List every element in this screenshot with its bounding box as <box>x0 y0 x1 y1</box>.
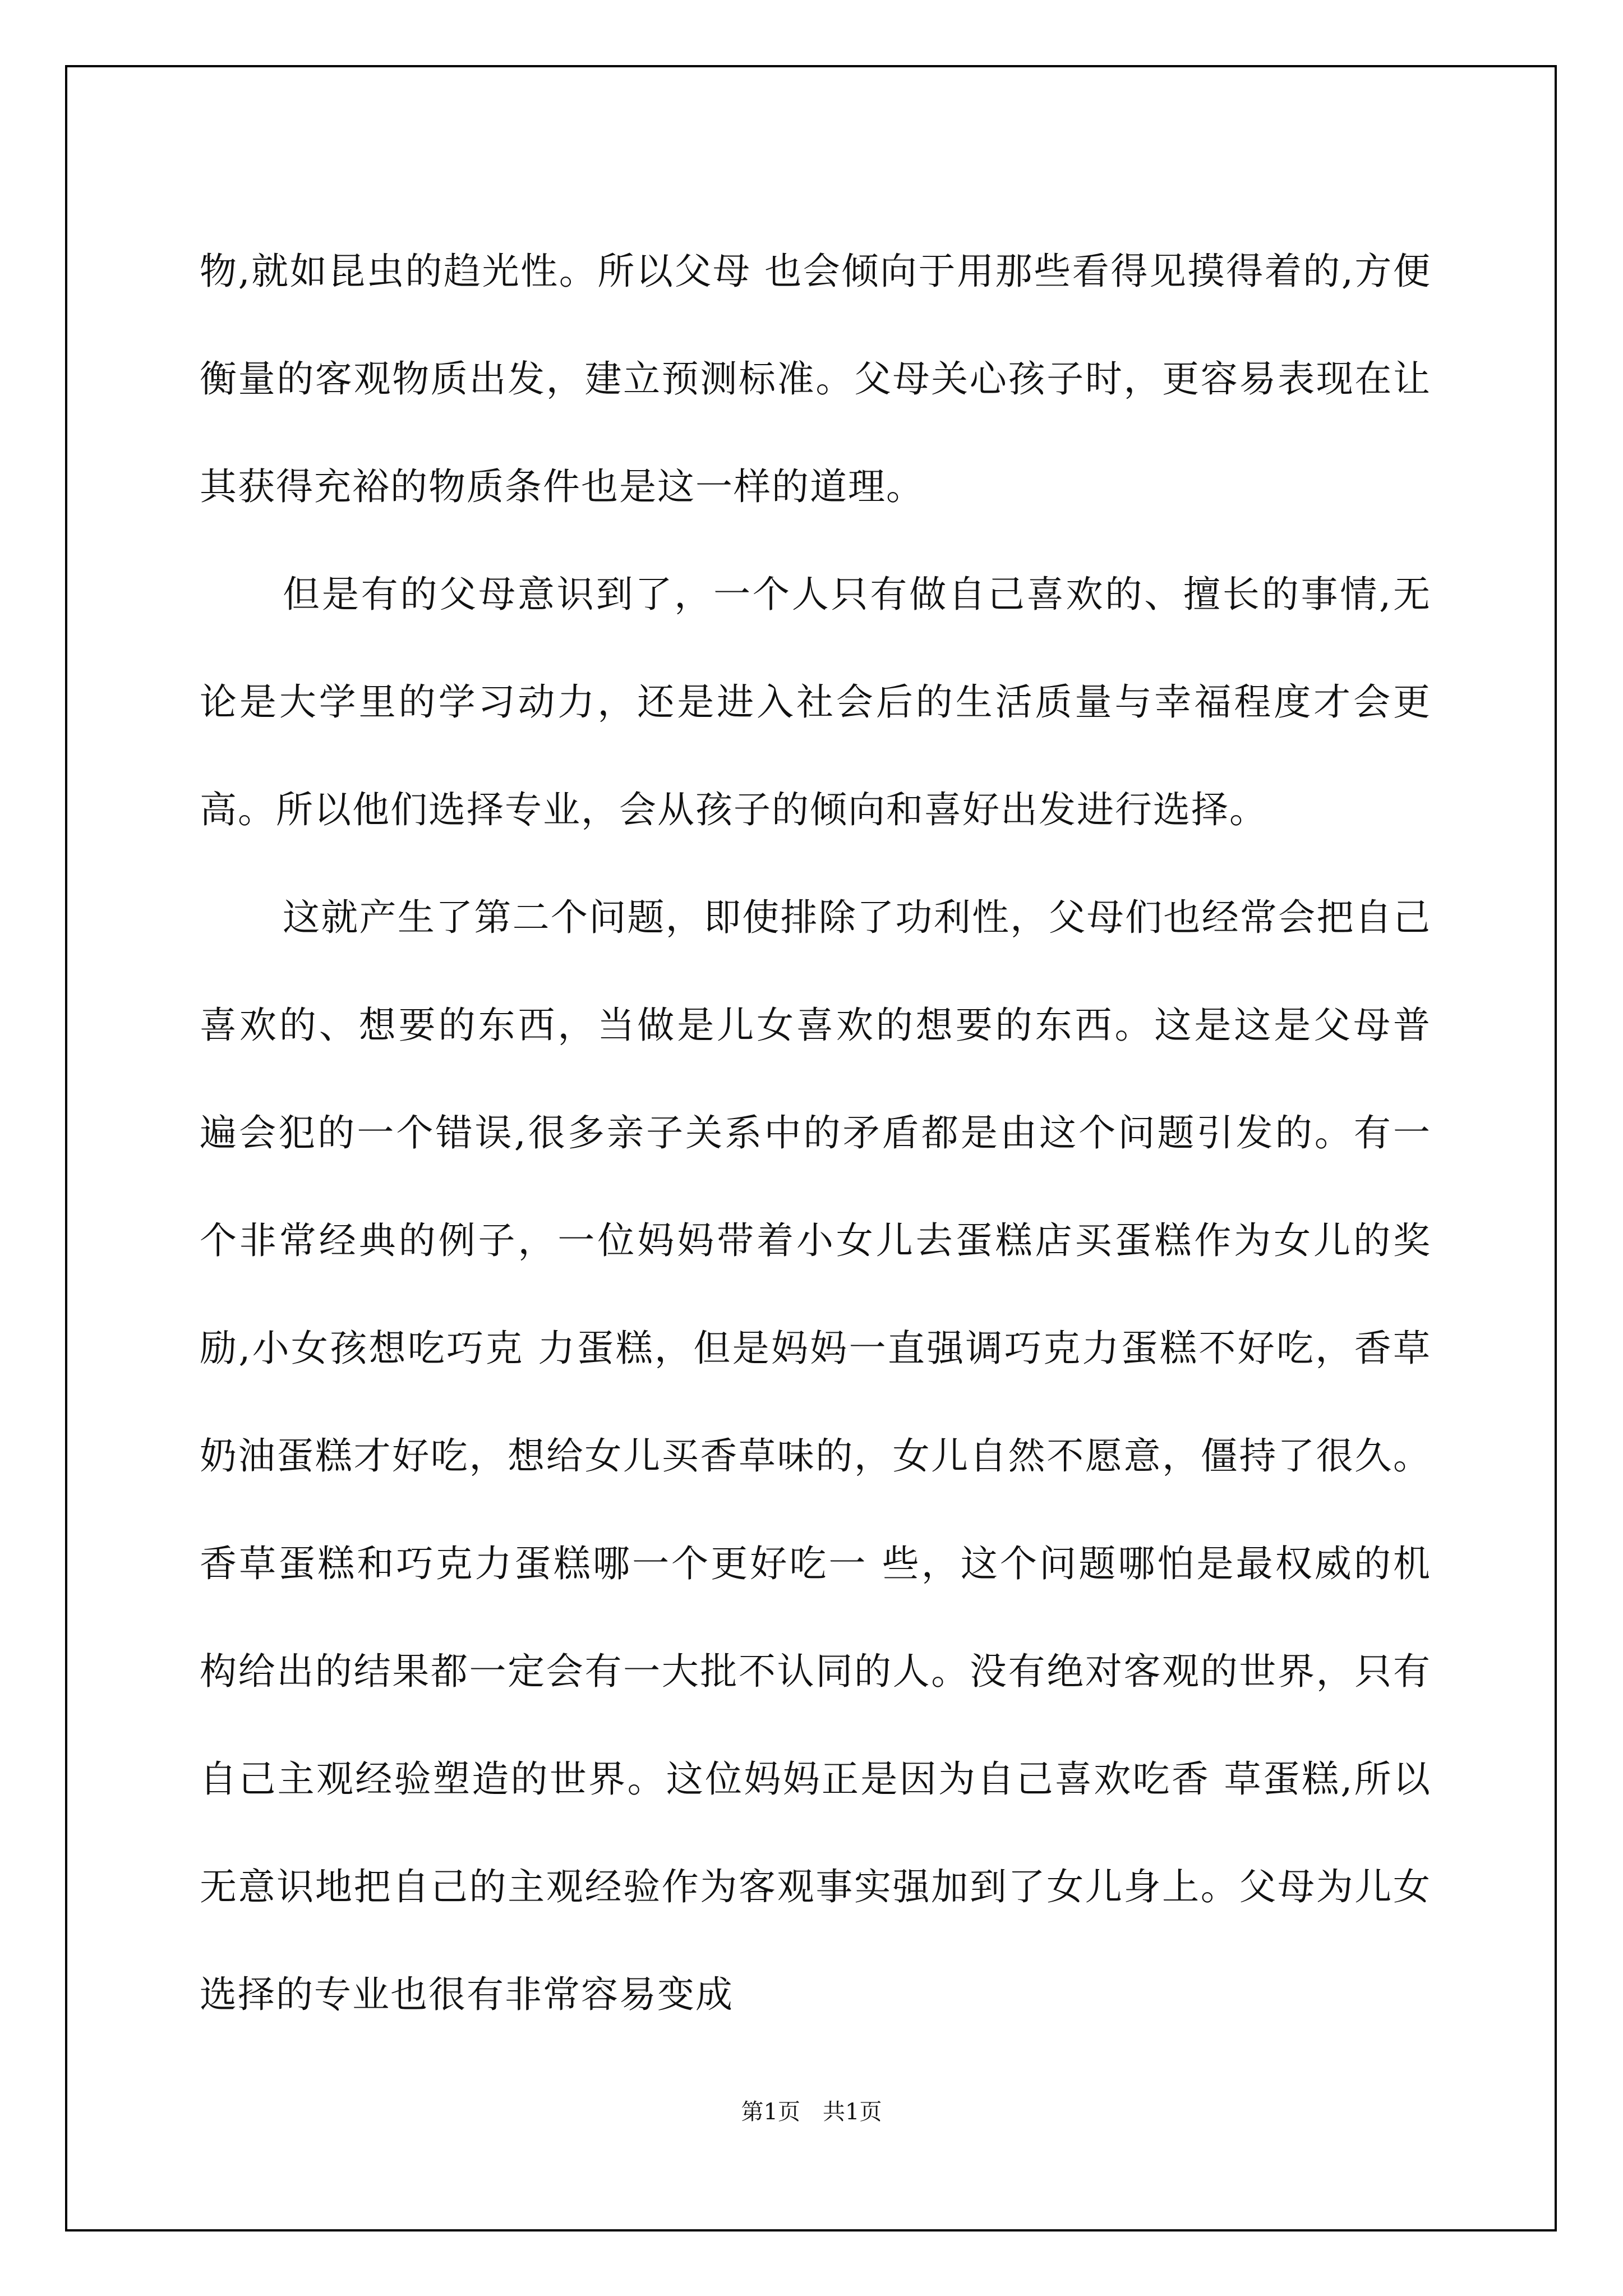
page-number: 第1页 共1页 <box>741 2099 882 2125</box>
document-body <box>200 218 1431 2049</box>
paragraph-3: 这就产生了第二个问题，即使排除了功利性，父母们也经常会把自己喜欢的、想要的东西，当做是儿女喜欢的想要的东西。这是这是父母普 遍会犯的一个错误,很多亲子关系中的矛盾都是由这个问题引发的。有一个非常经典的例子，一位妈妈带着小女儿去蛋糕店买蛋糕作为女儿的奖励,小女孩想吃巧克 力蛋糕，但是妈妈一直强调巧克力蛋糕不好吃，香草奶油蛋糕才好吃，想给女儿买香草味的，女儿自然不愿意，僵持了很久。香草蛋糕和巧克力蛋糕哪一个更好吃一 些，这个问题哪怕是最权威的机构给出的结果都一定会有一大批不认同的人。没有绝对客观的世界，只有自己主观经验塑造的世界。这位妈妈正是因为自己喜欢吃香 草蛋糕,所以无意识地把自己的主观经验作为客观事实强加到了女儿身上。父母为儿女选择的专业也很有非常容易变成 <box>200 896 1431 2016</box>
paragraph-2: 但是有的父母意识到了，一个人只有做自己喜欢的、擅长的事情,无论是大学里的学习动力，还是进入社会后的生活质量与幸福程度才会更高。所以他们选择专业，会从孩子的倾向和喜好出发进行选择。 <box>200 573 1431 831</box>
page-footer <box>0 2095 1623 2129</box>
paragraph-1: 物,就如昆虫的趋光性。所以父母 也会倾向于用那些看得见摸得着的,方便衡量的客观物质出发，建立预测标准。父母关心孩子时，更容易表现在让其获得充裕的物质条件也是这一样的道理。 <box>200 250 1431 508</box>
